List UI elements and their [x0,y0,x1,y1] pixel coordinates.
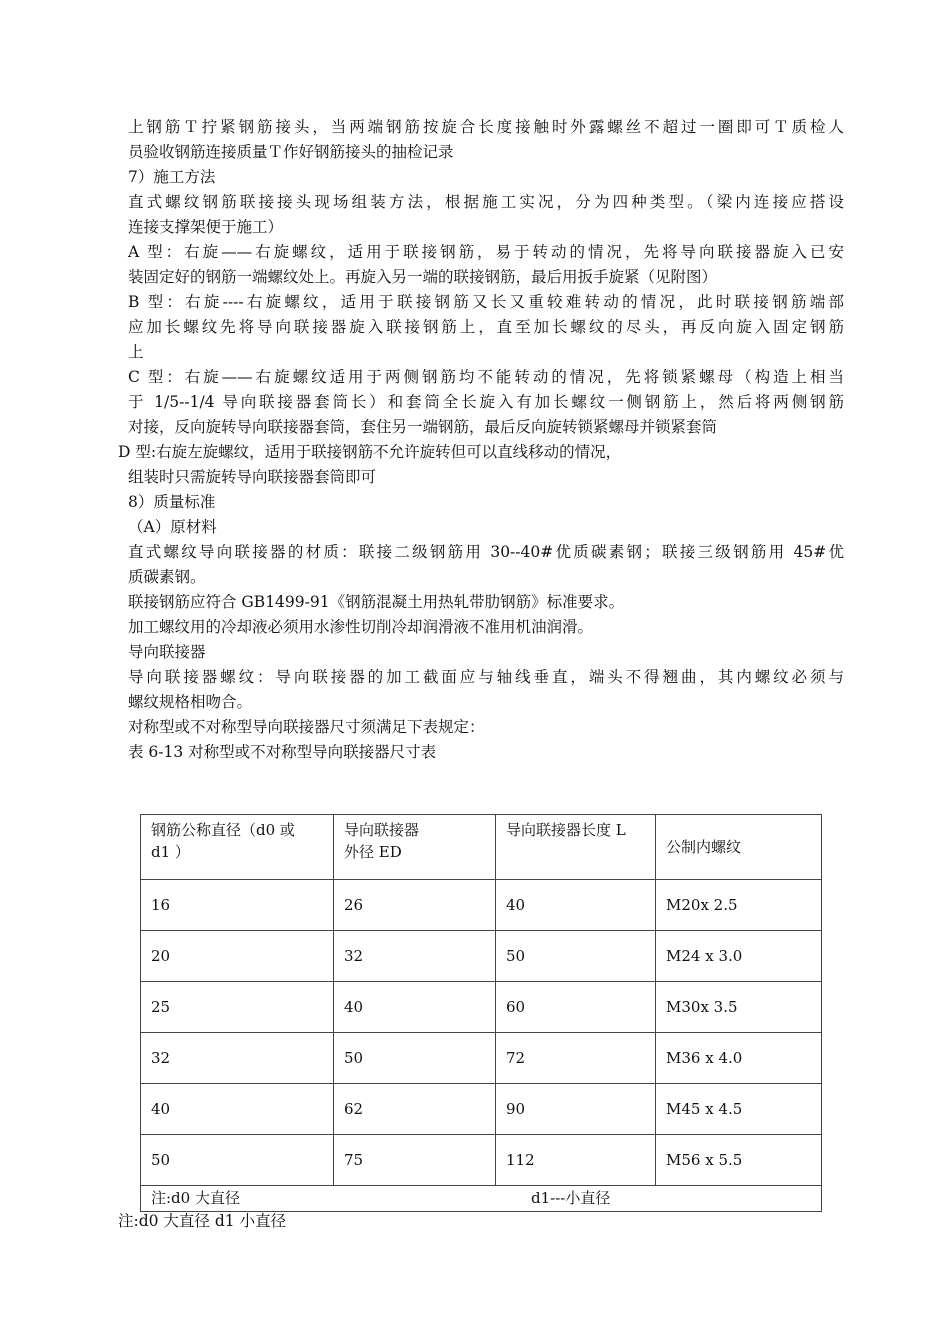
table-cell: M36 x 4.0 [656,1033,822,1084]
paragraph-line: 导向联接器螺纹：导向联接器的加工截面应与轴线垂直，端头不得翘曲，其内螺纹必须与 [128,668,844,686]
table-row [141,1033,822,1084]
table-cell: 50 [334,1033,496,1084]
table-cell: M30x 3.5 [656,982,822,1033]
table-note-cell [141,1186,822,1212]
table-cell: 20 [141,931,334,982]
paragraph-line: D 型:右旋左旋螺纹，适用于联接钢筋不允许旋转但可以直线移动的情况， [118,443,622,461]
paragraph-line: 上钢筋Ｔ拧紧钢筋接头，当两端钢筋按旋合长度接触时外露螺丝不超过一圈即可Ｔ质检人 [128,118,844,136]
table-cell: 25 [141,982,334,1033]
table-caption: 表 6-13 对称型或不对称型导向联接器尺寸表 [128,743,437,761]
table-row [141,931,822,982]
paragraph-line: 对称型或不对称型导向联接器尺寸须满足下表规定： [128,718,485,736]
header-text: d1 ） [151,843,190,861]
table-cell: 40 [496,880,656,931]
table-note-row [141,1186,822,1212]
paragraph-line: 员验收钢筋连接质量Ｔ作好钢筋接头的抽检记录 [128,143,454,161]
connector-size-table [140,814,822,1212]
table-cell: M20x 2.5 [656,880,822,931]
table-note-right: d1---小直径 [531,1189,611,1207]
table-cell: M56 x 5.5 [656,1135,822,1186]
table-cell: 26 [334,880,496,931]
paragraph-line: A 型：右旋——右旋螺纹，适用于联接钢筋，易于转动的情况，先将导向联接器旋入已安 [128,243,844,261]
paragraph-line: 组装时只需旋转导向联接器套筒即可 [128,468,377,486]
table-cell: 112 [496,1135,656,1186]
paragraph-line: 联接钢筋应符合 GB1499-91《钢筋混凝土用热轧带肋钢筋》标准要求。 [128,593,625,611]
header-cell-outer-diameter [334,815,496,880]
table-header-row [141,815,822,880]
paragraph-line: 对接，反向旋转导向联接器套筒，套住另一端钢筋，最后反向旋转锁紧螺母并锁紧套筒 [128,418,718,436]
paragraph-line: C 型：右旋——右旋螺纹适用于两侧钢筋均不能转动的情况，先将锁紧螺母（构造上相当 [128,368,844,386]
table-cell: 50 [496,931,656,982]
header-text: 公制内螺纹 [666,838,742,856]
header-cell-nominal-diameter [141,815,334,880]
paragraph-line: 螺纹规格相吻合。 [128,693,253,711]
subsection-heading: 导向联接器 [128,643,206,661]
table-row [141,1135,822,1186]
table-cell: M24 x 3.0 [656,931,822,982]
table-row [141,1084,822,1135]
table-cell: 50 [141,1135,334,1186]
paragraph-line: 质碳素钢。 [128,568,206,586]
paragraph-line: 直式螺纹钢筋联接接头现场组装方法，根据施工实况，分为四种类型。（梁内连接应搭设 [128,193,844,211]
table-cell: 32 [141,1033,334,1084]
paragraph-line: 上 [128,343,144,361]
paragraph-line: 直式螺纹导向联接器的材质：联接二级钢筋用 30--40#优质碳素钢；联接三级钢筋用 45#优 [128,543,844,561]
table-row [141,982,822,1033]
table-cell: 72 [496,1033,656,1084]
table-cell: M45 x 4.5 [656,1084,822,1135]
header-cell-metric-thread [656,815,822,880]
table-row [141,880,822,931]
table-cell: 60 [496,982,656,1033]
paragraph-line: 加工螺纹用的冷却液必须用水渗性切削冷却润滑液不准用机油润滑。 [128,618,594,636]
table-cell: 32 [334,931,496,982]
table-cell: 90 [496,1084,656,1135]
paragraph-line: 于 1/5--1/4 导向联接器套筒长）和套筒全长旋入有加长螺纹一侧钢筋上，然后将两侧钢筋 [128,393,844,411]
subsection-heading: （A）原材料 [128,518,217,536]
footer-note: 注:d0 大直径 d1 小直径 [118,1212,287,1230]
paragraph-line: 装固定好的钢筋一端螺纹处上。再旋入另一端的联接钢筋，最后用扳手旋紧（见附图） [128,268,718,286]
table-cell: 40 [334,982,496,1033]
paragraph-line: 应加长螺纹先将导向联接器旋入联接钢筋上，直至加长螺纹的尽头，再反向旋入固定钢筋 [128,318,844,336]
header-text: 钢筋公称直径（d0 或 [151,821,295,839]
table-note-left: 注:d0 大直径 [151,1189,240,1207]
table-cell: 40 [141,1084,334,1135]
table-cell: 62 [334,1084,496,1135]
section-heading: 8）质量标准 [128,493,216,511]
section-heading: 7）施工方法 [128,168,216,186]
header-text: 外径 ED [344,843,402,861]
table-cell: 75 [334,1135,496,1186]
header-text: 导向联接器 [344,821,420,839]
header-cell-length [496,815,656,880]
header-text: 导向联接器长度 L [506,821,626,839]
paragraph-line: B 型：右旋----右旋螺纹，适用于联接钢筋又长又重较难转动的情况，此时联接钢筋端部 [128,293,844,311]
paragraph-line: 连接支撑架便于施工） [128,218,284,236]
table-cell: 16 [141,880,334,931]
